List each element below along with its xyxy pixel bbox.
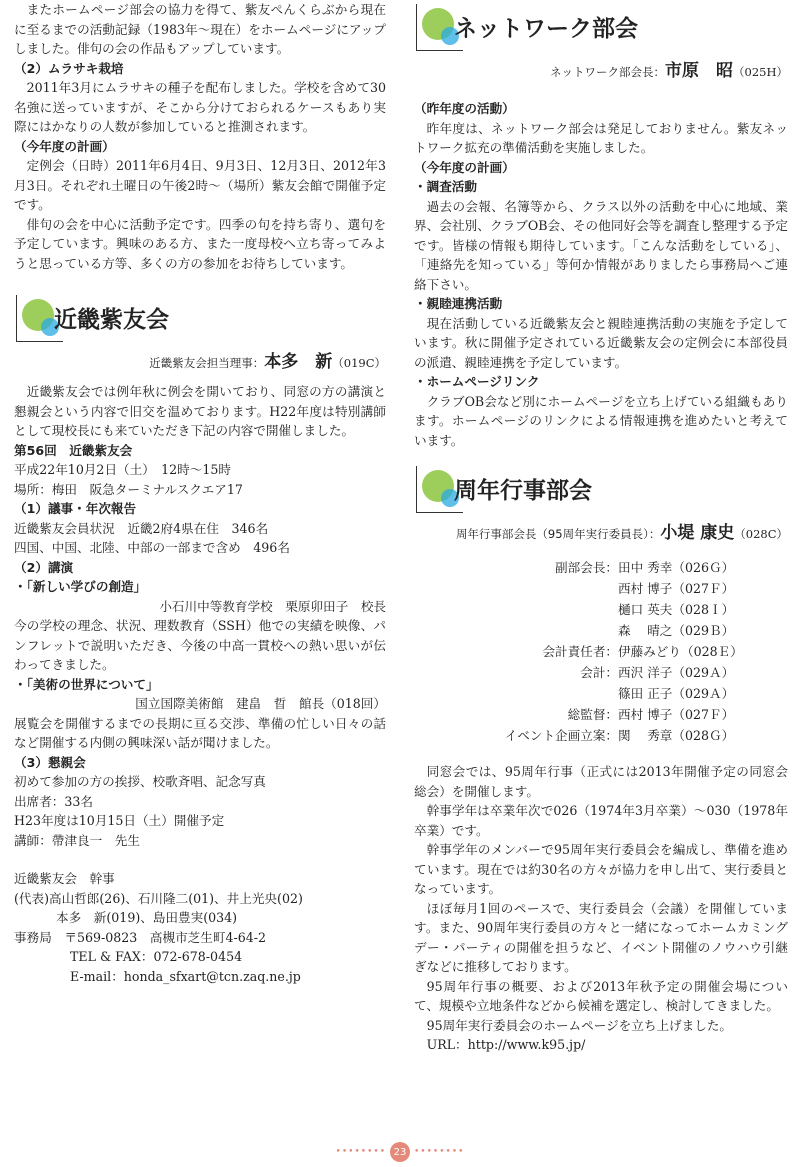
roster-name: 篠田 正子（029Ａ） — [618, 686, 735, 701]
roster-role: イベント企画立案： — [504, 728, 618, 743]
office-tel: TEL & FAX：072-678-0454 — [70, 949, 243, 964]
roster-role: 会計： — [580, 665, 618, 680]
anniv-role: 周年行事部会長（95周年実行委員長）： — [455, 527, 661, 541]
lecture1-title: ・「新しい学びの創造」 — [14, 579, 147, 594]
friend-text: 現在活動している近畿紫友会と親睦連携活動の実施を予定しています。秋に開催予定されている近畿紫友会の定例会に本部役員の派遣、親睦連携を予定しています。 — [414, 315, 788, 370]
network-prev-heading: （昨年度の活動） — [414, 101, 515, 116]
roster-row — [414, 557, 788, 578]
anniv-byline — [414, 522, 788, 545]
kinki-section-header — [14, 291, 386, 351]
anniv-url: URL：http://www.k95.jp/ — [426, 1037, 586, 1052]
roster-name: 西村 博子（027Ｆ） — [618, 707, 735, 722]
kinki-meeting-heading: 第56回 近畿紫友会 — [14, 442, 133, 458]
anniv-name: 小堤 康史 — [660, 523, 735, 543]
roster-name: 西沢 洋子（029Ａ） — [618, 665, 735, 680]
kinki-members-2: 四国、中国、北陸、中部の一部まで含め 496名 — [14, 540, 290, 555]
roster-row — [414, 662, 788, 683]
roster-name: 西村 博子（027Ｆ） — [618, 581, 735, 596]
roster-row — [414, 725, 788, 746]
party-heading: （3）懇親会 — [14, 754, 86, 770]
party-line-2: 出席者：33名 — [14, 793, 93, 809]
hp-text: クラブOB会など別にホームページを立ち上げている組織もあります。ホームページのリンクによる情報連携を進めたいと考えています。 — [414, 393, 788, 448]
friend-heading: ・親睦連携活動 — [414, 296, 503, 311]
hp-heading: ・ホームページリンク — [414, 374, 540, 389]
murasaki-text: 2011年3月にムラサキの種子を配布しました。学校を含めて30名強に送っていますが、そこから分けておられるケースもあり実際にはかなりの人数が参加していると推測されます。 — [14, 80, 386, 134]
kinki-intro: 近畿紫友会では例年秋に例会を開いており、同窓の方の講演と懇親会という内容で旧交を温めております。H22年度は特別講師として現校長にも来ていただき下記の内容で開催しました。 — [14, 384, 386, 438]
plan-text-1: 定例会（日時）2011年6月4日、9月3日、12月3日、2012年3月3日。それぞれ土曜日の午後2時〜（場所）紫友会館で開催予定です。 — [14, 158, 386, 212]
kinki-lecture-heading: （2）講演 — [14, 559, 74, 575]
staff-line-2: 本多 新(019)、島田豊実(034) — [56, 910, 238, 925]
lecture2-speaker: 国立国際美術館 建畠 晢 館長（018回） — [135, 696, 386, 711]
right-column — [414, 0, 788, 1055]
kinki-place: 場所：梅田 阪急ターミナルスクエア17 — [14, 481, 243, 497]
network-role: ネットワーク部会長： — [550, 65, 666, 79]
party-line-1: 初めて参加の方の挨拶、校歌斉唱、記念写真 — [14, 774, 266, 789]
roster-row — [414, 599, 788, 620]
network-name: 市原 昭 — [665, 61, 734, 81]
network-plan-heading: （今年度の計画） — [414, 159, 515, 175]
roster-name: 伊藤みどり（028Ｅ） — [618, 644, 743, 659]
left-column — [14, 0, 386, 986]
anniv-p3: 幹事学年のメンバーで95周年実行委員会を編成し、準備を進めています。現在では約30名の方々が協力を申し出て、実行委員となっています。 — [414, 842, 788, 896]
staff-heading: 近畿紫友会 幹事 — [14, 871, 115, 886]
roster-row — [414, 683, 788, 704]
staff-line-1: (代表)高山哲郎(26)、石川隆二(01)、井上光央(02) — [14, 890, 303, 906]
roster-row — [414, 641, 788, 662]
kinki-agenda-heading: （1）議事・年次報告 — [14, 501, 137, 516]
kinki-members-1: 近畿紫友会員状況 近畿2府4県在住 346名 — [14, 520, 269, 536]
intro-text: またホームページ部会の協力を得て、紫友ぺんくらぶから現在に至るまでの活動記録（1983年〜現在）をホームページにアップしました。俳句の会の作品もアップしています。 — [14, 2, 386, 56]
party-line-3: H23年度は10月15日（土）開催予定 — [14, 813, 225, 828]
roster-row — [414, 620, 788, 641]
network-code: （025H） — [733, 65, 788, 79]
roster-row — [414, 704, 788, 725]
kinki-title: 近畿紫友会 — [54, 307, 169, 333]
anniv-p1: 同窓会では、95周年行事（正式には2013年開催予定の同窓会総会）を開催します。 — [414, 764, 788, 799]
anniv-p4: ほぼ毎月1回のペースで、実行委員会（会議）を開催しています。また、90周年実行委員の方々と一緒になってホームカミングデー・パーティの開催を担うなど、イベント開催のノウハウ引継ぎなどに推移しております。 — [414, 900, 788, 974]
anniv-p2: 幹事学年は卒業年次で026（1974年3月卒業）〜030（1978年卒業）です。 — [414, 803, 788, 838]
lecture1-text: 今の学校の理念、状況、理数教育（SSH）他での実績を映像、パンフレットで説明いただき、今後の中高一貫校への熱い思いが伝わってきました。 — [14, 618, 386, 672]
kinki-role: 近畿紫友会担当理事： — [149, 356, 265, 370]
roster-role: 総監督： — [567, 707, 618, 722]
kinki-name: 本多 新 — [264, 352, 333, 372]
plan-text-2: 俳句の会を中心に活動予定です。四季の句を持ち寄り、選句を予定しています。興味のある方、また一度母校へ立ち寄ってみようと思っている方等、多くの方の参加をお待ちしています。 — [14, 216, 386, 271]
footer-dots-right: •••••••• — [414, 1147, 465, 1157]
page-number-footer — [330, 1140, 470, 1164]
office-email: E-mail：honda_sfxart@tcn.zaq.ne.jp — [70, 968, 301, 984]
kinki-date: 平成22年10月2日（土） 12時〜15時 — [14, 462, 231, 477]
network-prev-text: 昨年度は、ネットワーク部会は発足しておりません。紫友ネットワーク拡充の準備活動を実施しました。 — [414, 120, 788, 155]
roster-role: 副部会長： — [555, 560, 618, 575]
anniv-title: 周年行事部会 — [454, 478, 592, 504]
survey-text: 過去の会報、名簿等から、クラス以外の活動を中心に地域、業界、会社別、クラブOB会、その他同好会等を調査し整理する予定です。皆様の情報も期待しています。「こんな活動をしている」、「連絡先を知っている」等何か情報がありましたら事務局へご連絡下さい。 — [414, 198, 789, 292]
lecture1-speaker: 小石川中等教育学校 栗原卯田子 校長 — [159, 598, 386, 614]
roster-name: 森 晴之（029Ｂ） — [618, 623, 735, 638]
kinki-byline — [14, 351, 386, 374]
roster-name: 田中 秀幸（026Ｇ） — [618, 560, 735, 575]
anniv-p5: 95周年行事の概要、および2013年秋予定の開催会場について、規模や立地条件などから候補を選定し、検討してきました。 — [414, 978, 788, 1013]
office-address: 事務局 〒569-0823 高槻市芝生町4-64-2 — [14, 929, 267, 945]
lecture2-text: 展覧会を開催するまでの長期に亘る交渉、準備の忙しい日々の話など開催する内側の興味深い話が聞けました。 — [14, 715, 386, 750]
murasaki-heading: （2）ムラサキ栽培 — [14, 60, 124, 76]
anniv-p6: 95周年実行委員会のホームページを立ち上げました。 — [426, 1017, 733, 1033]
plan-heading: （今年度の計画） — [14, 138, 115, 154]
survey-heading: ・調査活動 — [414, 179, 477, 194]
anniv-section-header — [414, 462, 788, 522]
roster-role: 会計責任者： — [542, 644, 618, 659]
anniv-roster — [414, 557, 788, 746]
anniv-code: （028C） — [734, 527, 788, 541]
roster-name: 樋口 英夫（028Ｉ） — [618, 602, 735, 617]
footer-dots-left: •••••••• — [335, 1147, 386, 1157]
lecture2-title: ・「美術の世界について」 — [14, 676, 159, 692]
network-byline — [414, 60, 788, 83]
page-number: 23 — [390, 1142, 410, 1162]
kinki-code: （019C） — [332, 356, 386, 370]
roster-name: 関 秀章（028Ｇ） — [618, 728, 735, 743]
roster-row — [414, 578, 788, 599]
network-title: ネットワーク部会 — [454, 16, 638, 42]
party-line-4: 講師：帶津良一 先生 — [14, 832, 140, 848]
network-section-header — [414, 0, 788, 60]
